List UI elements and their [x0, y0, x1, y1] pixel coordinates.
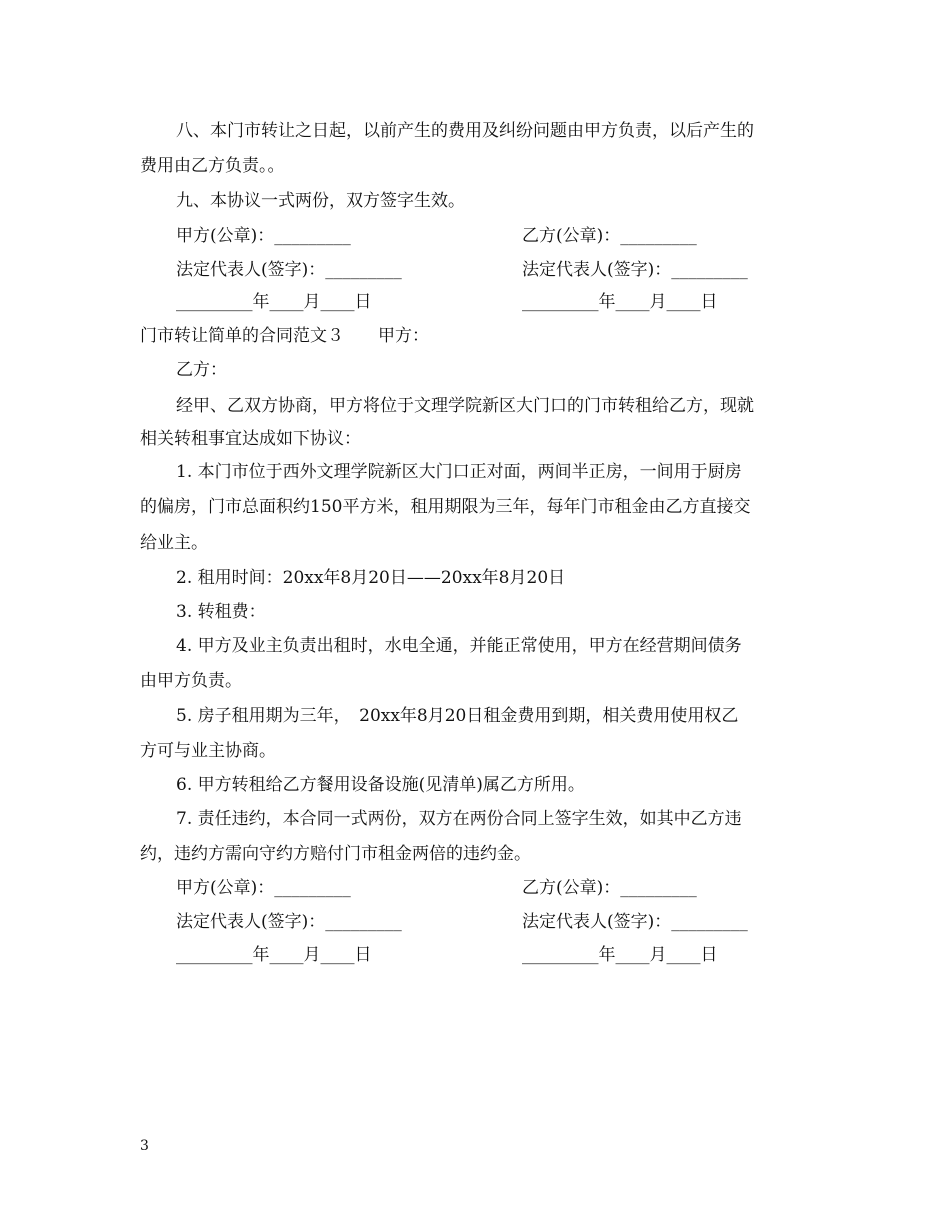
party-a-date-field: _________年____月____日 — [176, 292, 372, 312]
clause-1-line-3: 给业主。 — [140, 533, 208, 553]
party-b-representative-field: 法定代表人(签字)：_________ — [522, 912, 748, 932]
clause-6: 6. 甲方转租给乙方餐用设备设施(见清单)属乙方所用。 — [176, 775, 585, 795]
party-b-seal-field: 乙方(公章)：_________ — [522, 878, 697, 898]
clause-5-line-2: 方可与业主协商。 — [140, 741, 276, 761]
clause-2: 2. 租用时间：20xx年8月20日——20xx年8月20日 — [176, 568, 566, 588]
party-b-seal-field: 乙方(公章)：_________ — [522, 226, 697, 246]
clause-4-line-2: 由甲方负责。 — [140, 671, 242, 691]
party-a-representative-field: 法定代表人(签字)：_________ — [176, 912, 402, 932]
party-a-representative-field: 法定代表人(签字)：_________ — [176, 260, 402, 280]
clause-1-line-1: 1. 本门市位于西外文理学院新区大门口正对面，两间半正房，一间用于厨房 — [176, 462, 742, 482]
page-number: 3 — [140, 1138, 149, 1154]
party-b-date-field: _________年____月____日 — [522, 292, 718, 312]
party-b-label: 乙方： — [176, 360, 227, 380]
party-b-representative-field: 法定代表人(签字)：_________ — [522, 260, 748, 280]
intro-line-2: 相关转租事宜达成如下协议： — [140, 429, 361, 449]
clause-1-line-2: 的偏房，门市总面积约150平方米，租用期限为三年，每年门市租金由乙方直接交 — [140, 497, 751, 517]
clause-7-line-2: 约，违约方需向守约方赔付门市租金两倍的违约金。 — [140, 844, 531, 864]
party-b-date-field: _________年____月____日 — [522, 945, 718, 965]
party-a-date-field: _________年____月____日 — [176, 945, 372, 965]
clause-8-line-1: 八、本门市转让之日起，以前产生的费用及纠纷问题由甲方负责，以后产生的 — [176, 121, 754, 141]
clause-3: 3. 转租费： — [176, 602, 266, 622]
clause-9: 九、本协议一式两份，双方签字生效。 — [176, 191, 465, 211]
clause-4-line-1: 4. 甲方及业主负责出租时，水电全通，并能正常使用，甲方在经营期间债务 — [176, 636, 742, 656]
clause-7-line-1: 7. 责任违约，本合同一式两份，双方在两份合同上签字生效，如其中乙方违 — [176, 809, 742, 829]
party-a-seal-field: 甲方(公章)：_________ — [176, 226, 351, 246]
clause-8-line-2: 费用由乙方负责。。 — [140, 156, 285, 176]
section-title: 门市转让简单的合同范文３ 甲方： — [140, 326, 429, 346]
clause-5-line-1: 5. 房子租用期为三年， 20xx年8月20日租金费用到期，相关费用使用权乙 — [176, 706, 739, 726]
intro-line-1: 经甲、乙双方协商，甲方将位于文理学院新区大门口的门市转租给乙方，现就 — [176, 396, 754, 416]
party-a-seal-field: 甲方(公章)：_________ — [176, 878, 351, 898]
